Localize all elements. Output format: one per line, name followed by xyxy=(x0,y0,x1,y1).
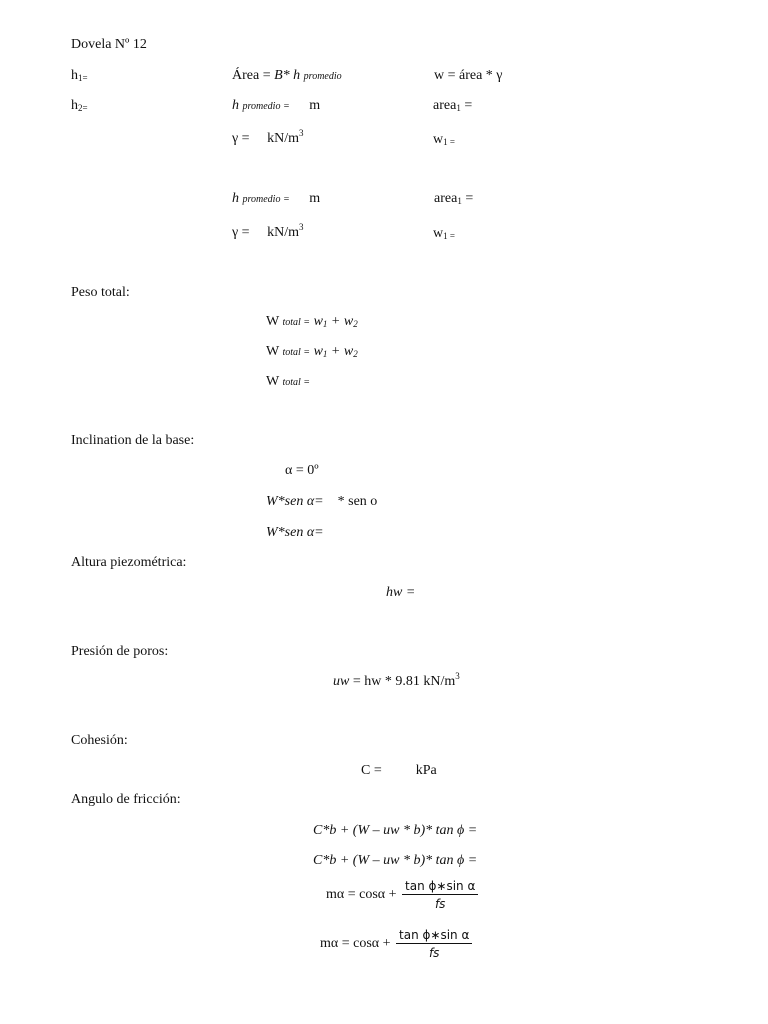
alpha-line: α = 0º xyxy=(285,463,319,478)
friccion-heading: Angulo de fricción: xyxy=(71,792,181,807)
layer1-gamma: $\gamma = kN/m^3$ xyxy=(232,128,304,146)
poros-heading: Presión de poros: xyxy=(71,644,169,659)
incl-heading: Inclination de la base: xyxy=(71,433,195,448)
m-alpha-fraction-2: $\frac{\text{tan ϕ∗sin α}}{fs}$ xyxy=(396,929,472,959)
layer1-area: area$_1$ = xyxy=(433,98,473,113)
page-title: Dovela Nº 12 xyxy=(71,37,147,52)
wsen-line-1: W*sen α= * sen o xyxy=(266,494,378,509)
wtotal-line-2: W total = $w_1 + w_2$ xyxy=(266,344,358,359)
cb-line-1: C*b + (W – uw * b)* tan ϕ = xyxy=(313,823,478,838)
area-formula: Área = B* h promedio xyxy=(232,68,342,83)
layer2-w: $w_{1 =}$ xyxy=(433,226,455,241)
hw-line: hw = xyxy=(386,585,416,600)
layer2-hprom: h promedio = m xyxy=(232,191,321,206)
wtotal-line-3: W total = xyxy=(266,374,311,389)
peso-heading: Peso total: xyxy=(71,285,130,300)
cb-line-2: C*b + (W – uw * b)* tan ϕ = xyxy=(313,853,478,868)
m-alpha-formula-2: mα = cosα + $\frac{\text{tan ϕ∗sin α}}{fs}$ xyxy=(320,929,472,959)
h1-label: $h_{1=}$ xyxy=(71,68,88,83)
w-formula: w = área * γ xyxy=(434,68,503,83)
layer2-area: area$_1$ = xyxy=(434,191,474,206)
h2-label: $h_{2=}$ xyxy=(71,98,88,113)
c-line: C = kPa xyxy=(361,763,437,778)
cohesion-heading: Cohesión: xyxy=(71,733,128,748)
layer1-w: $w_{1 =}$ xyxy=(433,132,455,147)
m-alpha-fraction-1: $\frac{\text{tan ϕ∗sin α}}{fs}$ xyxy=(402,880,478,910)
wtotal-line-1: W total = $w_1 + w_2$ xyxy=(266,314,358,329)
wsen-line-2: W*sen α= xyxy=(266,525,324,540)
m-alpha-formula-1: mα = cosα + $\frac{\text{tan ϕ∗sin α}}{fs}$ xyxy=(326,880,478,910)
uw-line: uw = hw * 9.81 $kN/m^3$ xyxy=(333,671,460,689)
piezo-heading: Altura piezométrica: xyxy=(71,555,187,570)
layer1-hprom: h promedio = m xyxy=(232,98,321,113)
layer2-gamma: $\gamma = kN/m^3$ xyxy=(232,222,304,240)
